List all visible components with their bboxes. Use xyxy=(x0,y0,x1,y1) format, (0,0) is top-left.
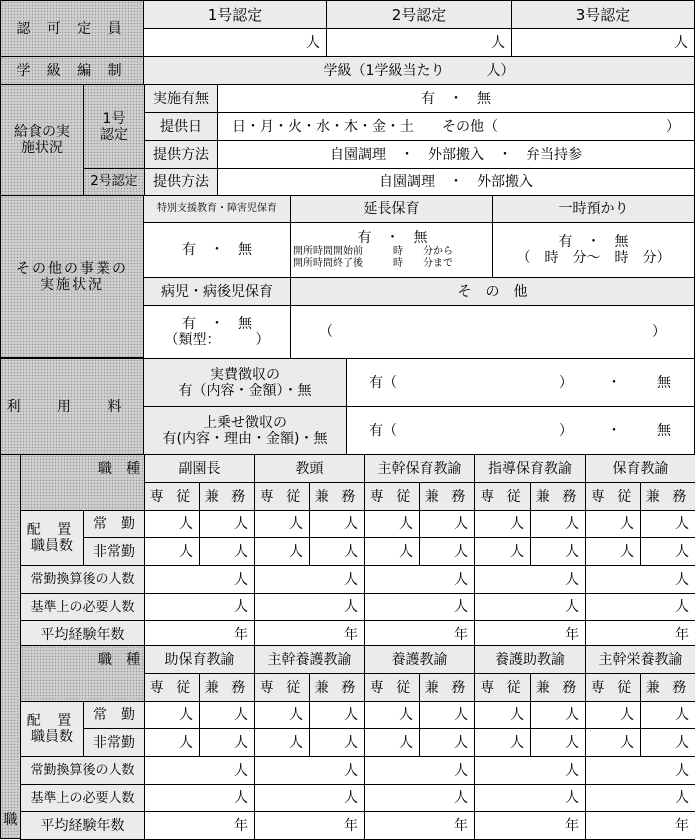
unit-label: 人 xyxy=(234,762,248,779)
uwanose-label-sub: 有(内容・理由・金額)・無 xyxy=(162,430,328,447)
kenmu-header: 兼 務 xyxy=(419,482,475,511)
unit-nin: 人 xyxy=(674,34,688,51)
unit-label: 人 xyxy=(289,707,303,723)
unit-label: 人 xyxy=(510,734,524,751)
unit-label: 人 xyxy=(344,762,358,779)
nintei-header-2: 2号認定 xyxy=(326,0,512,29)
unit-label: 人 xyxy=(675,571,689,588)
unit-label: 人 xyxy=(289,516,303,532)
jokin-kenmu-value[interactable] xyxy=(419,510,475,538)
kanzan-label: 常勤換算後の人数 xyxy=(20,756,145,785)
hijokin-senju-value[interactable] xyxy=(364,728,420,757)
hijokin-kenmu-value[interactable] xyxy=(530,537,586,566)
hijokin-kenmu-value[interactable] xyxy=(419,537,475,566)
kanzan-value[interactable] xyxy=(474,756,586,785)
unit-label: 年 xyxy=(344,626,358,643)
byoji-value[interactable] xyxy=(143,305,291,359)
hijokin-kenmu-value[interactable] xyxy=(640,728,695,757)
kyushoku-label-text: 給食の実施状況 xyxy=(14,124,70,156)
unit-label: 人 xyxy=(620,543,634,560)
kanzan-value[interactable] xyxy=(254,565,365,594)
teikyobi-close: ） xyxy=(666,118,680,135)
houhou1-value[interactable]: 自園調理 ・ 外部搬入 ・ 弁当持参 xyxy=(217,140,695,169)
unit-label: 人 xyxy=(399,707,413,723)
ichiji-label: 一時預かり xyxy=(492,195,695,223)
kyushoku-go1 xyxy=(83,84,145,169)
kijun-value[interactable] xyxy=(364,593,475,621)
nintei-value-2[interactable] xyxy=(326,28,512,57)
unit-label: 人 xyxy=(234,599,248,615)
unit-label: 人 xyxy=(179,516,193,532)
heikin-label: 平均経験年数 xyxy=(20,811,145,840)
unit-label: 人 xyxy=(344,543,358,560)
kanzan-label: 常勤換算後の人数 xyxy=(20,565,145,594)
other-label: そ の 他 xyxy=(290,277,695,306)
unit-label: 人 xyxy=(234,543,248,560)
hijokin-senju-value[interactable] xyxy=(144,728,200,757)
unit-label: 年 xyxy=(565,817,579,834)
unit-label: 人 xyxy=(565,734,579,751)
hijokin-senju-value[interactable] xyxy=(474,537,531,566)
unit-label: 人 xyxy=(179,734,193,751)
hijokin-senju-value[interactable] xyxy=(254,728,310,757)
unit-label: 人 xyxy=(675,734,689,751)
unit-label: 人 xyxy=(510,516,524,532)
unit-label: 人 xyxy=(565,543,579,560)
unit-label: 人 xyxy=(454,571,468,588)
nintei-value-3[interactable] xyxy=(511,28,695,57)
unit-label: 人 xyxy=(234,707,248,723)
heikin-label: 平均経験年数 xyxy=(20,620,145,649)
shokuin-side-label: 職 xyxy=(0,454,21,839)
jokin-senju-value[interactable] xyxy=(144,510,200,538)
senju-header: 専 従 xyxy=(585,673,641,702)
shokushu-label: 職 種 xyxy=(20,454,145,511)
kenmu-header: 兼 務 xyxy=(640,673,695,702)
kijun-value[interactable] xyxy=(474,593,586,621)
senju-header: 専 従 xyxy=(474,482,531,511)
encho-start: 開所時間開始前 時 分から xyxy=(293,246,453,257)
gakkyu-value[interactable]: 学級（1学級当たり 人） xyxy=(143,56,695,85)
haichi-label-top: 配 置 xyxy=(26,713,78,729)
jokin-senju-value[interactable] xyxy=(254,510,310,538)
unit-label: 年 xyxy=(344,817,358,834)
shokushu-title: 養護教諭 xyxy=(364,645,475,674)
riyoryo-label: 利 用 料 xyxy=(0,358,144,455)
senju-header: 専 従 xyxy=(585,482,641,511)
kanzan-value[interactable] xyxy=(254,756,365,785)
nintei-header-3: 3号認定 xyxy=(511,0,695,29)
heikin-value[interactable] xyxy=(474,811,586,840)
jokin-senju-value[interactable] xyxy=(585,701,641,729)
uwanose-sep: ・ xyxy=(607,422,621,439)
nintei-label: 認 可 定 員 xyxy=(0,0,144,57)
shokushu-title: 指導保育教諭 xyxy=(474,454,586,483)
jippi-close: ） xyxy=(559,374,573,391)
unit-label: 人 xyxy=(289,543,303,560)
jokin-kenmu-value[interactable] xyxy=(530,510,586,538)
encho-end: 開所時間終了後 時 分まで xyxy=(293,258,453,269)
kijun-value[interactable] xyxy=(254,784,365,812)
byoji-label: 病児・病後児保育 xyxy=(143,277,291,306)
unit-label: 年 xyxy=(234,817,248,834)
shokushu-title: 教頭 xyxy=(254,454,365,483)
uwanose-label xyxy=(143,406,347,455)
kijun-label: 基準上の必要人数 xyxy=(20,784,145,812)
byoji-type: （類型： ） xyxy=(164,332,270,348)
uwanose-value[interactable] xyxy=(346,406,695,455)
unit-label: 人 xyxy=(454,762,468,779)
unit-label: 人 xyxy=(289,734,303,751)
kijun-value[interactable] xyxy=(474,784,586,812)
jokin-kenmu-value[interactable] xyxy=(309,510,365,538)
unit-nin: 人 xyxy=(491,34,505,51)
kenmu-header: 兼 務 xyxy=(309,482,365,511)
jippi-label-main: 実費徴収の xyxy=(210,366,280,383)
senju-header: 専 従 xyxy=(254,673,310,702)
kijun-value[interactable] xyxy=(585,784,695,812)
haichi-label-top: 配 置 xyxy=(26,522,78,538)
unit-label: 人 xyxy=(454,543,468,560)
unit-label: 人 xyxy=(234,790,248,806)
unit-label: 人 xyxy=(565,762,579,779)
hijokin-kenmu-value[interactable] xyxy=(199,537,255,566)
kenmu-header: 兼 務 xyxy=(199,673,255,702)
senju-header: 専 従 xyxy=(254,482,310,511)
haichi-label xyxy=(20,701,84,757)
unit-label: 人 xyxy=(234,571,248,588)
uwanose-none: 無 xyxy=(657,422,671,439)
jokin-kenmu-value[interactable] xyxy=(530,701,586,729)
unit-label: 人 xyxy=(399,734,413,751)
kanzan-value[interactable] xyxy=(585,565,695,594)
jokin-senju-value[interactable] xyxy=(254,701,310,729)
heikin-value[interactable] xyxy=(364,811,475,840)
heikin-value[interactable] xyxy=(585,811,695,840)
unit-label: 人 xyxy=(675,762,689,779)
unit-label: 人 xyxy=(510,543,524,560)
shokushu-title: 副園長 xyxy=(144,454,255,483)
unit-label: 人 xyxy=(565,707,579,723)
kanzan-value[interactable] xyxy=(474,565,586,594)
tokubetsu-label: 特別支援教育・障害児保育 xyxy=(143,195,291,223)
hijokin-kenmu-value[interactable] xyxy=(419,728,475,757)
kenmu-header: 兼 務 xyxy=(419,673,475,702)
gakkyu-label: 学 級 編 制 xyxy=(0,56,144,85)
unit-label: 人 xyxy=(399,543,413,560)
jokin-kenmu-value[interactable] xyxy=(199,701,255,729)
sonota-label-text: その他の事業の実施状況 xyxy=(16,260,128,293)
kenmu-header: 兼 務 xyxy=(530,482,586,511)
unit-nin: 人 xyxy=(306,34,320,51)
other-close: ） xyxy=(652,324,666,340)
teikyobi-label: 提供日 xyxy=(144,112,218,141)
hijokin-kenmu-value[interactable] xyxy=(309,728,365,757)
hijokin-senju-value[interactable] xyxy=(364,537,420,566)
unit-label: 人 xyxy=(565,516,579,532)
houhou1-label: 提供方法 xyxy=(144,140,218,169)
unit-label: 人 xyxy=(454,707,468,723)
jokin-senju-value[interactable] xyxy=(474,701,531,729)
senju-header: 専 従 xyxy=(144,673,200,702)
shokushu-label: 職 種 xyxy=(20,645,145,702)
encho-umu: 有 ・ 無 xyxy=(357,230,428,246)
unit-label: 人 xyxy=(179,707,193,723)
jokin-senju-value[interactable] xyxy=(144,701,200,729)
hijokin-label: 非常勤 xyxy=(83,728,145,757)
shokuinsu-label: 職員数 xyxy=(31,729,73,745)
unit-label: 年 xyxy=(454,626,468,643)
kijun-value[interactable] xyxy=(585,593,695,621)
teikyobi-days: 日・月・火・水・木・金・土 その他（ xyxy=(232,118,498,135)
unit-label: 人 xyxy=(565,599,579,615)
unit-label: 人 xyxy=(179,543,193,560)
unit-label: 人 xyxy=(344,734,358,751)
shokushu-title: 主幹養護教諭 xyxy=(254,645,365,674)
kenmu-header: 兼 務 xyxy=(530,673,586,702)
jisshi-value[interactable]: 有 ・ 無 xyxy=(217,84,695,113)
ichiji-time: （ 時 分〜 時 分） xyxy=(516,250,671,266)
unit-label: 人 xyxy=(675,599,689,615)
unit-label: 年 xyxy=(234,626,248,643)
shokushu-title: 養護助教諭 xyxy=(474,645,586,674)
jippi-sep: ・ xyxy=(607,374,621,391)
kijun-value[interactable] xyxy=(144,784,255,812)
encho-label: 延長保育 xyxy=(290,195,493,223)
hijokin-senju-value[interactable] xyxy=(585,728,641,757)
jisshi-label: 実施有無 xyxy=(144,84,218,113)
kijun-label: 基準上の必要人数 xyxy=(20,593,145,621)
unit-label: 人 xyxy=(620,516,634,532)
nintei-header-1: 1号認定 xyxy=(143,0,327,29)
jokin-senju-value[interactable] xyxy=(585,510,641,538)
ichiji-value[interactable] xyxy=(492,222,695,278)
kanzan-value[interactable] xyxy=(144,756,255,785)
unit-label: 人 xyxy=(399,516,413,532)
jippi-label-sub: 有（内容・金額）・無 xyxy=(178,382,312,399)
unit-label: 人 xyxy=(454,516,468,532)
unit-label: 人 xyxy=(675,516,689,532)
byoji-umu: 有 ・ 無 xyxy=(182,316,252,332)
teikyobi-value[interactable] xyxy=(217,112,695,141)
shokushu-title: 主幹保育教諭 xyxy=(364,454,475,483)
kyushoku-go2 xyxy=(83,168,145,196)
hijokin-senju-value[interactable] xyxy=(254,537,310,566)
hijokin-senju-value[interactable] xyxy=(144,537,200,566)
hijokin-senju-value[interactable] xyxy=(585,537,641,566)
shokuinsu-label: 職員数 xyxy=(31,538,73,554)
kenmu-header: 兼 務 xyxy=(309,673,365,702)
unit-label: 人 xyxy=(344,516,358,532)
jippi-open: 有（ xyxy=(369,374,397,391)
tokubetsu-value[interactable]: 有 ・ 無 xyxy=(143,222,291,278)
jokin-senju-value[interactable] xyxy=(474,510,531,538)
unit-label: 年 xyxy=(454,817,468,834)
ichiji-umu: 有 ・ 無 xyxy=(558,234,629,250)
hijokin-label: 非常勤 xyxy=(83,537,145,566)
hijokin-senju-value[interactable] xyxy=(474,728,531,757)
jippi-none: 無 xyxy=(657,374,671,391)
jokin-kenmu-value[interactable] xyxy=(309,701,365,729)
unit-label: 人 xyxy=(344,571,358,588)
unit-label: 人 xyxy=(565,571,579,588)
houhou2-value[interactable]: 自園調理 ・ 外部搬入 xyxy=(217,168,695,196)
unit-label: 年 xyxy=(675,817,689,834)
jokin-senju-value[interactable] xyxy=(364,701,420,729)
jokin-kenmu-value[interactable] xyxy=(419,701,475,729)
kenmu-header: 兼 務 xyxy=(199,482,255,511)
hijokin-kenmu-value[interactable] xyxy=(530,728,586,757)
jokin-label: 常 勤 xyxy=(83,510,145,538)
kenmu-header: 兼 務 xyxy=(640,482,695,511)
unit-label: 人 xyxy=(344,790,358,806)
unit-label: 人 xyxy=(620,707,634,723)
uwanose-label-main: 上乗せ徴収の xyxy=(203,414,287,431)
shokushu-title: 助保育教諭 xyxy=(144,645,255,674)
uwanose-close: ） xyxy=(559,422,573,439)
unit-label: 人 xyxy=(620,734,634,751)
kanzan-value[interactable] xyxy=(585,756,695,785)
shokushu-title: 保育教諭 xyxy=(585,454,695,483)
kanzan-value[interactable] xyxy=(144,565,255,594)
kijun-value[interactable] xyxy=(254,593,365,621)
jokin-senju-value[interactable] xyxy=(364,510,420,538)
unit-label: 人 xyxy=(344,599,358,615)
jokin-kenmu-value[interactable] xyxy=(199,510,255,538)
jokin-kenmu-value[interactable] xyxy=(640,701,695,729)
senju-header: 専 従 xyxy=(364,673,420,702)
heikin-value[interactable] xyxy=(254,811,365,840)
jippi-value[interactable] xyxy=(346,358,695,407)
unit-label: 人 xyxy=(234,734,248,751)
kyushoku-go2-text: 2号認定 xyxy=(90,174,138,189)
heikin-value[interactable] xyxy=(144,811,255,840)
jokin-label: 常 勤 xyxy=(83,701,145,729)
unit-label: 人 xyxy=(454,790,468,806)
sonota-label xyxy=(0,195,144,358)
houhou2-label: 提供方法 xyxy=(144,168,218,196)
jippi-label xyxy=(143,358,347,407)
unit-label: 人 xyxy=(454,599,468,615)
nintei-value-1[interactable] xyxy=(143,28,327,57)
hijokin-kenmu-value[interactable] xyxy=(309,537,365,566)
uwanose-open: 有（ xyxy=(369,422,397,439)
unit-label: 人 xyxy=(234,516,248,532)
unit-label: 年 xyxy=(565,626,579,643)
kijun-value[interactable] xyxy=(144,593,255,621)
shokushu-title: 主幹栄養教諭 xyxy=(585,645,695,674)
kanzan-value[interactable] xyxy=(364,565,475,594)
kyushoku-go1-text: 1号認定 xyxy=(100,110,128,143)
kijun-value[interactable] xyxy=(364,784,475,812)
haichi-label xyxy=(20,510,84,566)
unit-label: 人 xyxy=(510,707,524,723)
hijokin-kenmu-value[interactable] xyxy=(199,728,255,757)
kanzan-value[interactable] xyxy=(364,756,475,785)
jokin-kenmu-value[interactable] xyxy=(640,510,695,538)
other-value[interactable] xyxy=(290,305,695,359)
unit-label: 年 xyxy=(675,626,689,643)
unit-label: 人 xyxy=(675,790,689,806)
hijokin-kenmu-value[interactable] xyxy=(640,537,695,566)
senju-header: 専 従 xyxy=(144,482,200,511)
other-open: （ xyxy=(319,324,333,340)
unit-label: 人 xyxy=(454,734,468,751)
encho-value[interactable] xyxy=(290,222,493,278)
senju-header: 専 従 xyxy=(474,673,531,702)
senju-header: 専 従 xyxy=(364,482,420,511)
unit-label: 人 xyxy=(344,707,358,723)
unit-label: 人 xyxy=(675,543,689,560)
unit-label: 人 xyxy=(675,707,689,723)
kyushoku-label xyxy=(0,84,84,196)
unit-label: 人 xyxy=(565,790,579,806)
